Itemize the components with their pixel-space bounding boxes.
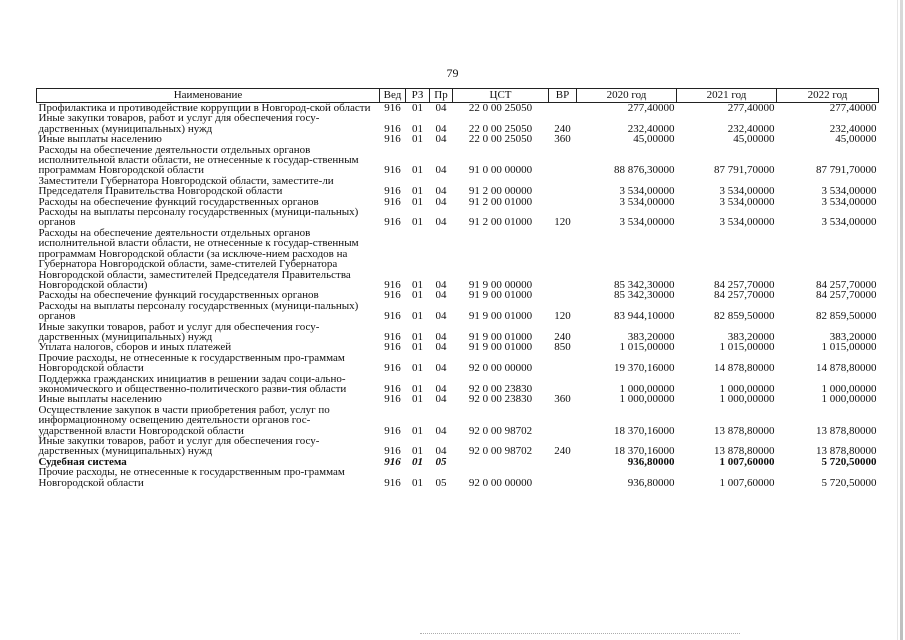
scan-noise xyxy=(420,633,740,636)
header-cst: ЦСТ xyxy=(453,89,549,103)
cell-vr xyxy=(549,405,577,436)
table-row xyxy=(37,228,879,290)
cell-2022: 3 534,00000 xyxy=(821,216,877,229)
cell-rz: 01 xyxy=(412,289,423,302)
cell-ved: 916 xyxy=(384,330,401,343)
table-row xyxy=(37,405,879,436)
cell-2022: 232,40000 xyxy=(829,122,877,135)
cell-pr: 04 xyxy=(435,341,447,354)
cell-rz: 01 xyxy=(412,195,423,208)
cell-2020: 277,40000 xyxy=(627,102,675,114)
cell-rz: 01 xyxy=(412,341,423,354)
cell-pr: 05 xyxy=(435,455,447,468)
table-row xyxy=(37,113,879,134)
cell-name: Иные закупки товаров, работ и услуг для обеспечения госу-дарственных (муниципальных) нужд xyxy=(38,112,320,135)
cell-cst: 91 9 00 01000 xyxy=(468,310,533,323)
cell-2020: 88 876,30000 xyxy=(614,164,675,177)
cell-pr: 04 xyxy=(435,122,447,135)
table-row xyxy=(37,145,879,176)
cell-2021: 82 859,50000 xyxy=(714,310,775,323)
cell-2021: 1 015,00000 xyxy=(719,341,775,354)
cell-2020: 18 370,16000 xyxy=(614,424,675,437)
cell-2020: 383,20000 xyxy=(627,330,675,343)
cell-2021: 1 000,00000 xyxy=(719,382,775,395)
cell-rz: 01 xyxy=(412,393,423,406)
cell-vr xyxy=(549,197,577,207)
cell-vr xyxy=(549,457,577,467)
cell-pr: 04 xyxy=(435,216,447,229)
cell-name: Прочие расходы, не отнесенные к государственным про-граммам Новгородской области xyxy=(38,351,345,375)
cell-2021: 87 791,70000 xyxy=(714,164,775,177)
cell-name: Уплата налогов, сборов и иных платежей xyxy=(38,341,232,354)
page-number: 79 xyxy=(446,66,459,80)
cell-name: Расходы на выплаты персоналу государственных (муници-пальных) органов xyxy=(38,206,359,229)
cell-2021: 84 257,70000 xyxy=(714,278,775,291)
cell-cst: 92 0 00 23830 xyxy=(468,393,533,406)
cell-vr: 240 xyxy=(554,330,571,343)
cell-2022: 13 878,80000 xyxy=(816,445,877,458)
cell-rz: 01 xyxy=(412,445,423,458)
header-name: Наименование xyxy=(37,89,380,103)
cell-2022: 1 000,00000 xyxy=(821,393,877,406)
cell-2020: 83 944,10000 xyxy=(614,310,675,323)
cell-vr xyxy=(549,176,577,197)
cell-vr xyxy=(549,228,577,290)
header-rz: РЗ xyxy=(406,89,430,103)
cell-rz: 01 xyxy=(412,278,423,291)
cell-2020: 232,40000 xyxy=(627,122,675,135)
cell-rz: 01 xyxy=(412,185,423,198)
cell-rz: 01 xyxy=(412,102,423,114)
cell-ved: 916 xyxy=(384,185,401,198)
cell-name: Расходы на обеспечение деятельности отдельных органов исполнительной власти области, не отнесенные к государ-ственным программам Новгородской области xyxy=(38,143,359,177)
cell-2020: 1 000,00000 xyxy=(619,393,675,406)
cell-2022: 84 257,70000 xyxy=(816,278,877,291)
cell-2021: 3 534,00000 xyxy=(719,195,775,208)
cell-2022: 14 878,80000 xyxy=(816,362,877,375)
cell-rz: 01 xyxy=(412,455,423,468)
table-row xyxy=(37,207,879,228)
cell-cst: 22 0 00 25050 xyxy=(468,122,533,135)
cell-2021: 1 007,60000 xyxy=(719,476,775,489)
cell-vr: 360 xyxy=(554,393,571,406)
cell-2020: 1 000,00000 xyxy=(619,382,675,395)
cell-vr xyxy=(549,353,577,374)
cell-ved: 916 xyxy=(384,164,401,177)
cell-2020: 85 342,30000 xyxy=(614,278,675,291)
cell-ved: 916 xyxy=(384,278,401,291)
header-pr: Пр xyxy=(430,89,453,103)
cell-rz: 01 xyxy=(412,310,423,323)
cell-vr: 240 xyxy=(554,445,571,458)
cell-ved: 916 xyxy=(384,362,401,375)
cell-cst: 22 0 00 25050 xyxy=(468,102,533,114)
cell-2022: 1 015,00000 xyxy=(821,341,877,354)
cell-cst: 91 2 00 01000 xyxy=(468,195,533,208)
cell-name: Расходы на обеспечение функций государственных органов xyxy=(38,195,319,208)
cell-2022: 5 720,50000 xyxy=(821,455,877,468)
cell-vr: 850 xyxy=(554,341,571,354)
cell-2021: 232,40000 xyxy=(727,122,775,135)
table-header-row xyxy=(37,89,879,103)
cell-ved: 916 xyxy=(384,424,401,437)
cell-pr: 04 xyxy=(435,195,447,208)
cell-pr: 05 xyxy=(435,476,447,489)
cell-ved: 916 xyxy=(384,102,401,114)
cell-2021: 45,00000 xyxy=(733,133,775,146)
header-vr: ВР xyxy=(549,89,577,103)
cell-2022: 383,20000 xyxy=(829,330,877,343)
cell-pr: 04 xyxy=(435,164,447,177)
header-2020: 2020 год xyxy=(577,89,677,103)
cell-name: Расходы на обеспечение деятельности отдельных органов исполнительной власти области, не отнесенные к государ-ственным программам Новгородской области (за исключе-нием расходов на Губернатора Новгородской области, заме-стителей Губернатора Новгородской области, заместителей Председателя Правительства Новгородской области) xyxy=(38,226,359,291)
cell-ved: 916 xyxy=(384,216,401,229)
cell-ved: 916 xyxy=(384,445,401,458)
cell-2021: 3 534,00000 xyxy=(719,216,775,229)
cell-rz: 01 xyxy=(412,424,423,437)
cell-pr: 04 xyxy=(435,424,447,437)
header-2022: 2022 год xyxy=(777,89,879,103)
cell-name: Поддержка гражданских инициатив в решении задач соци-ально-экономического и общественно-политического разви-тия области xyxy=(38,372,347,395)
cell-2022: 5 720,50000 xyxy=(821,476,877,489)
cell-2020: 19 370,16000 xyxy=(614,362,675,375)
cell-pr: 04 xyxy=(435,330,447,343)
cell-vr xyxy=(549,145,577,176)
cell-pr: 04 xyxy=(435,310,447,323)
table-row xyxy=(37,322,879,343)
cell-rz: 01 xyxy=(412,330,423,343)
cell-name: Иные закупки товаров, работ и услуг для обеспечения госу-дарственных (муниципальных) нужд xyxy=(38,320,320,343)
cell-ved: 916 xyxy=(384,382,401,395)
header-2021: 2021 год xyxy=(677,89,777,103)
cell-pr: 04 xyxy=(435,278,447,291)
cell-cst: 22 0 00 25050 xyxy=(468,133,533,146)
table-row xyxy=(37,353,879,374)
cell-cst: 92 0 00 98702 xyxy=(468,445,533,458)
cell-ved: 916 xyxy=(384,341,401,354)
cell-2020: 936,80000 xyxy=(627,476,675,489)
cell-2021: 383,20000 xyxy=(727,330,775,343)
cell-name: Расходы на обеспечение функций государственных органов xyxy=(38,289,319,302)
cell-2020: 18 370,16000 xyxy=(614,445,675,458)
cell-name: Осуществление закупок в части приобретения работ, услуг по информационному освещению деятельности органов гос-ударственной власти Новгородской области xyxy=(38,403,330,437)
scan-edge xyxy=(900,0,903,640)
cell-rz: 01 xyxy=(412,216,423,229)
cell-cst xyxy=(453,457,549,467)
cell-2021: 13 878,80000 xyxy=(714,424,775,437)
cell-vr xyxy=(549,467,577,488)
cell-cst: 92 0 00 23830 xyxy=(468,382,533,395)
cell-rz: 01 xyxy=(412,164,423,177)
cell-cst: 92 0 00 98702 xyxy=(468,424,533,437)
table-row xyxy=(37,301,879,322)
cell-ved: 916 xyxy=(384,310,401,323)
cell-ved: 916 xyxy=(384,133,401,146)
cell-2020: 1 015,00000 xyxy=(619,341,675,354)
cell-2020: 936,80000 xyxy=(627,455,675,468)
table-row xyxy=(37,374,879,395)
table-row xyxy=(37,176,879,197)
cell-pr: 04 xyxy=(435,102,447,114)
cell-2021: 1 007,60000 xyxy=(719,455,775,468)
cell-vr xyxy=(549,290,577,300)
table-row xyxy=(37,436,879,457)
cell-name: Профилактика и противодействие коррупции в Новгород-ской области xyxy=(38,102,371,114)
cell-rz: 01 xyxy=(412,362,423,375)
cell-pr: 04 xyxy=(435,362,447,375)
cell-2021: 3 534,00000 xyxy=(719,185,775,198)
cell-vr: 240 xyxy=(554,122,571,135)
cell-vr: 120 xyxy=(554,216,571,229)
cell-pr: 04 xyxy=(435,289,447,302)
cell-2020: 3 534,00000 xyxy=(619,216,675,229)
cell-ved: 916 xyxy=(384,122,401,135)
cell-ved: 916 xyxy=(384,289,401,302)
cell-2020: 85 342,30000 xyxy=(614,289,675,302)
cell-2021: 84 257,70000 xyxy=(714,289,775,302)
cell-cst: 91 2 00 01000 xyxy=(468,216,533,229)
cell-vr xyxy=(549,103,577,114)
cell-2022: 13 878,80000 xyxy=(816,424,877,437)
cell-cst: 91 2 00 00000 xyxy=(468,185,533,198)
cell-2022: 277,40000 xyxy=(829,102,877,114)
cell-cst: 91 9 00 01000 xyxy=(468,330,533,343)
cell-cst: 91 9 00 01000 xyxy=(468,341,533,354)
cell-ved: 916 xyxy=(384,393,401,406)
cell-rz: 01 xyxy=(412,122,423,135)
cell-2020: 3 534,00000 xyxy=(619,195,675,208)
cell-cst: 91 9 00 00000 xyxy=(468,278,533,291)
cell-name: Заместители Губернатора Новгородской области, заместите-ли Председателя Правительства Новгородской области xyxy=(38,174,334,198)
cell-vr: 360 xyxy=(554,133,571,146)
cell-pr: 04 xyxy=(435,382,447,395)
table-body xyxy=(37,103,879,489)
cell-2022: 82 859,50000 xyxy=(816,310,877,323)
cell-name: Прочие расходы, не отнесенные к государственным про-граммам Новгородской области xyxy=(38,466,345,489)
cell-pr: 04 xyxy=(435,185,447,198)
header-ved: Вед xyxy=(380,89,406,103)
cell-name: Иные выплаты населению xyxy=(38,393,162,406)
cell-ved: 916 xyxy=(384,195,401,208)
cell-2020: 3 534,00000 xyxy=(619,185,675,198)
cell-name: Судебная система xyxy=(38,455,127,468)
cell-name: Расходы на выплаты персоналу государственных (муници-пальных) органов xyxy=(38,299,359,323)
cell-rz: 01 xyxy=(412,382,423,395)
cell-2021: 13 878,80000 xyxy=(714,445,775,458)
cell-pr: 04 xyxy=(435,445,447,458)
cell-rz: 01 xyxy=(412,476,423,489)
cell-name: Иные закупки товаров, работ и услуг для обеспечения госу-дарственных (муниципальных) нужд xyxy=(38,435,320,458)
cell-pr: 04 xyxy=(435,393,447,406)
cell-2022: 3 534,00000 xyxy=(821,195,877,208)
cell-vr xyxy=(549,374,577,395)
cell-2022: 1 000,00000 xyxy=(821,382,877,395)
cell-cst: 92 0 00 00000 xyxy=(468,476,533,489)
budget-table xyxy=(36,88,879,488)
cell-2020: 45,00000 xyxy=(633,133,675,146)
cell-vr: 120 xyxy=(554,310,571,323)
cell-2021: 14 878,80000 xyxy=(714,362,775,375)
cell-cst: 92 0 00 00000 xyxy=(468,362,533,375)
cell-ved: 916 xyxy=(384,455,401,468)
scan-edge-line xyxy=(897,0,898,640)
table-row xyxy=(37,467,879,488)
cell-2021: 1 000,00000 xyxy=(719,393,775,406)
cell-ved: 916 xyxy=(384,476,401,489)
cell-cst: 91 0 00 00000 xyxy=(468,164,533,177)
cell-pr: 04 xyxy=(435,133,447,146)
cell-2022: 87 791,70000 xyxy=(816,164,877,177)
cell-rz: 01 xyxy=(412,133,423,146)
cell-cst: 91 9 00 01000 xyxy=(468,289,533,302)
cell-name: Иные выплаты населению xyxy=(38,133,162,146)
cell-2022: 84 257,70000 xyxy=(816,289,877,302)
cell-2021: 277,40000 xyxy=(727,102,775,114)
cell-2022: 3 534,00000 xyxy=(821,185,877,198)
cell-2022: 45,00000 xyxy=(835,133,877,146)
